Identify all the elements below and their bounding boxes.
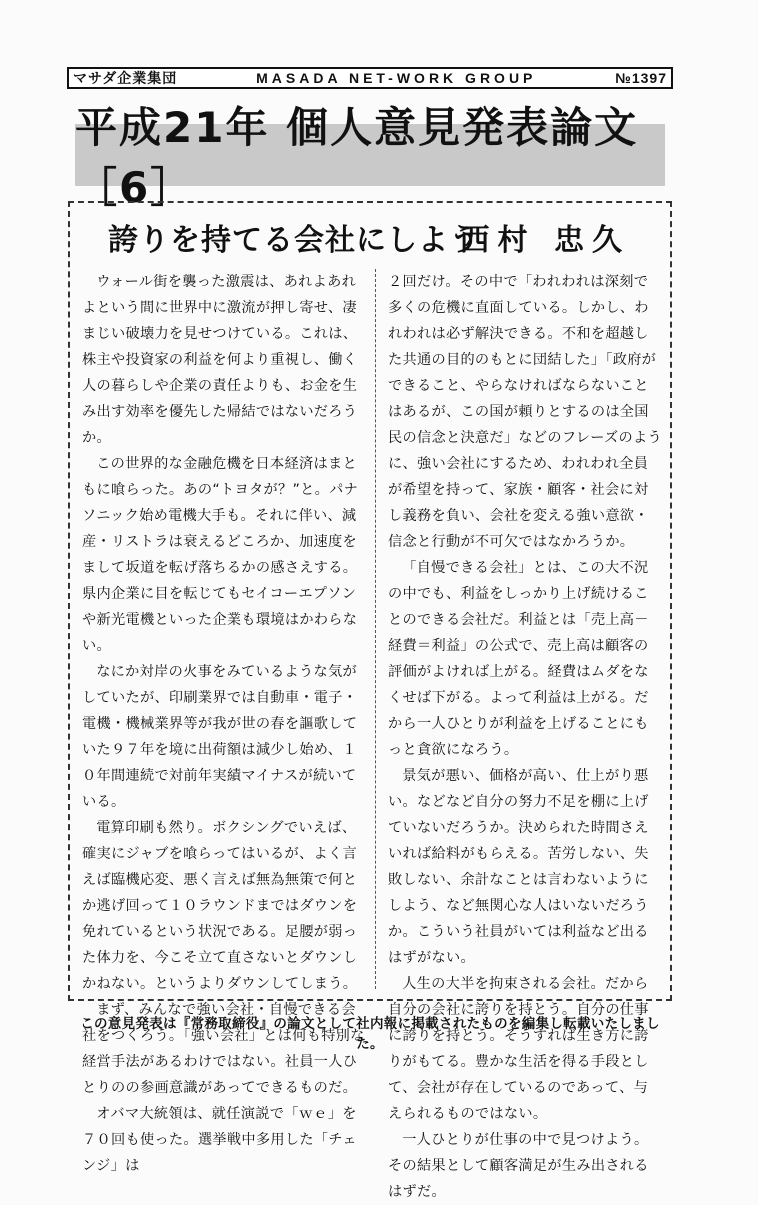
article-title: 誇りを持てる会社にしよう [108, 223, 480, 258]
group-name: MASADA NET-WORK GROUP [256, 70, 537, 86]
paragraph: この世界的な金融危機を日本経済はまともに喰らった。あの“トヨタが？”と。パナソニック始め電機大手も。それに伴い、減産・リストラは衰えるどころか、加速度をまして坂道を転げ落ちるかの感さえする。県内企業に目を転じてもセイコーエプソンや新光電機といった企業も環境はかわらない。 [82, 456, 359, 654]
paragraph: 「自慢できる会社」とは、この大不況の中でも、利益をしっかり上げ続けることのできる会社だ。利益とは「売上高－経費＝利益」の公式で、売上高は顧客の評価がよければ上がる。経費はムダをなくせば下がる。よって利益は上がる。だから一人ひとりが利益を上げることにもっと貪欲になろう。 [388, 560, 649, 758]
paragraph: 人生の大半を拘束される会社。だから自分の会社に誇りを持とう。自分の仕事に誇りを持とう。そうすれば生き方に誇りがもてる。豊かな生活を得る手段として、会社が存在しているのであって、与えられるものではない。 [388, 976, 649, 1122]
paragraph: オバマ大統領は、就任演説で「ｗｅ」を７０回も使った。選挙戦中多用した「チェンジ」は [82, 1106, 357, 1174]
issue-number: №1397 [615, 70, 667, 86]
masthead [67, 67, 673, 89]
paragraph: 電算印刷も然り。ボクシングでいえば、確実にジャブを喰らってはいるが、よく言えば臨機応変、悪く言えば無為無策で何とか逃げ回って１０ラウンドまではダウンを免れているという状況である。足腰が弱った体力を、今こそ立て直さないとダウンしかねない。というよりダウンしてしまう。 [82, 820, 358, 992]
company-name: マサダ企業集団 [73, 71, 178, 87]
paragraph: 一人ひとりが仕事の中で見つけよう。その結果として顧客満足が生み出されるはずだ。 [388, 1132, 649, 1200]
article-column-right [388, 269, 662, 1205]
banner-title: 平成21年 個人意見発表論文［6］ [75, 103, 639, 212]
paragraph: 景気が悪い、価格が高い、仕上がり悪い。などなど自分の努力不足を棚に上げていないだろうか。決められた時間さえいれば給料がもらえる。苦労しない、失敗しない、余計なことは言わないようにしよう、など無関心な人はいないだろうか。こういう社員がいては利益など出るはずがない。 [388, 768, 649, 966]
paragraph: まず、みんなで強い会社・自慢できる会社をつくろう。「強い会社」とは何も特別な経営手法があるわけではない。社員一人ひとりのの参画意識があってできるものだ。 [82, 1002, 365, 1096]
article-author: 西村 忠久 [459, 223, 630, 258]
footer-note: この意見発表は『常務取締役』の論文として社内報に掲載されたものを編集し転載いたしました。 [80, 1016, 660, 1052]
paragraph: なにか対岸の火事をみているような気がしていたが、印刷業界では自動車・電子・電機・機械業界等が我が世の春を謳歌していた９７年を境に出荷額は減少し始め、１０年間連続で対前年実績マイナスが続いている。 [82, 664, 358, 810]
paragraph-continued: ２回だけ。その中で「われわれは深刻で多くの危機に直面している。しかし、われわれは必ず解決できる。不和を超越した共通の目的のもとに団結した」「政府ができること、やらなければならないことはあるが、この国が頼りとするのは全国民の信念と決意だ」などのフレーズのように、強い会社にするため、われわれ全員が希望を持って、家族・顧客・社会に対し義務を負い、会社を変える強い意欲・信念と行動が不可欠ではなかろうか。 [388, 274, 662, 550]
paragraph: ウォール街を襲った激震は、あれよあれよという間に世界中に激流が押し寄せ、凄まじい破壊力を見せつけている。これは、株主や投資家の利益を何より重視し、働く人の暮らしや企業の責任よりも、お金を生み出す効率を優先した帰結ではないだろうか。 [82, 274, 358, 446]
column-divider [375, 269, 376, 989]
banner-title-bar [75, 103, 665, 212]
